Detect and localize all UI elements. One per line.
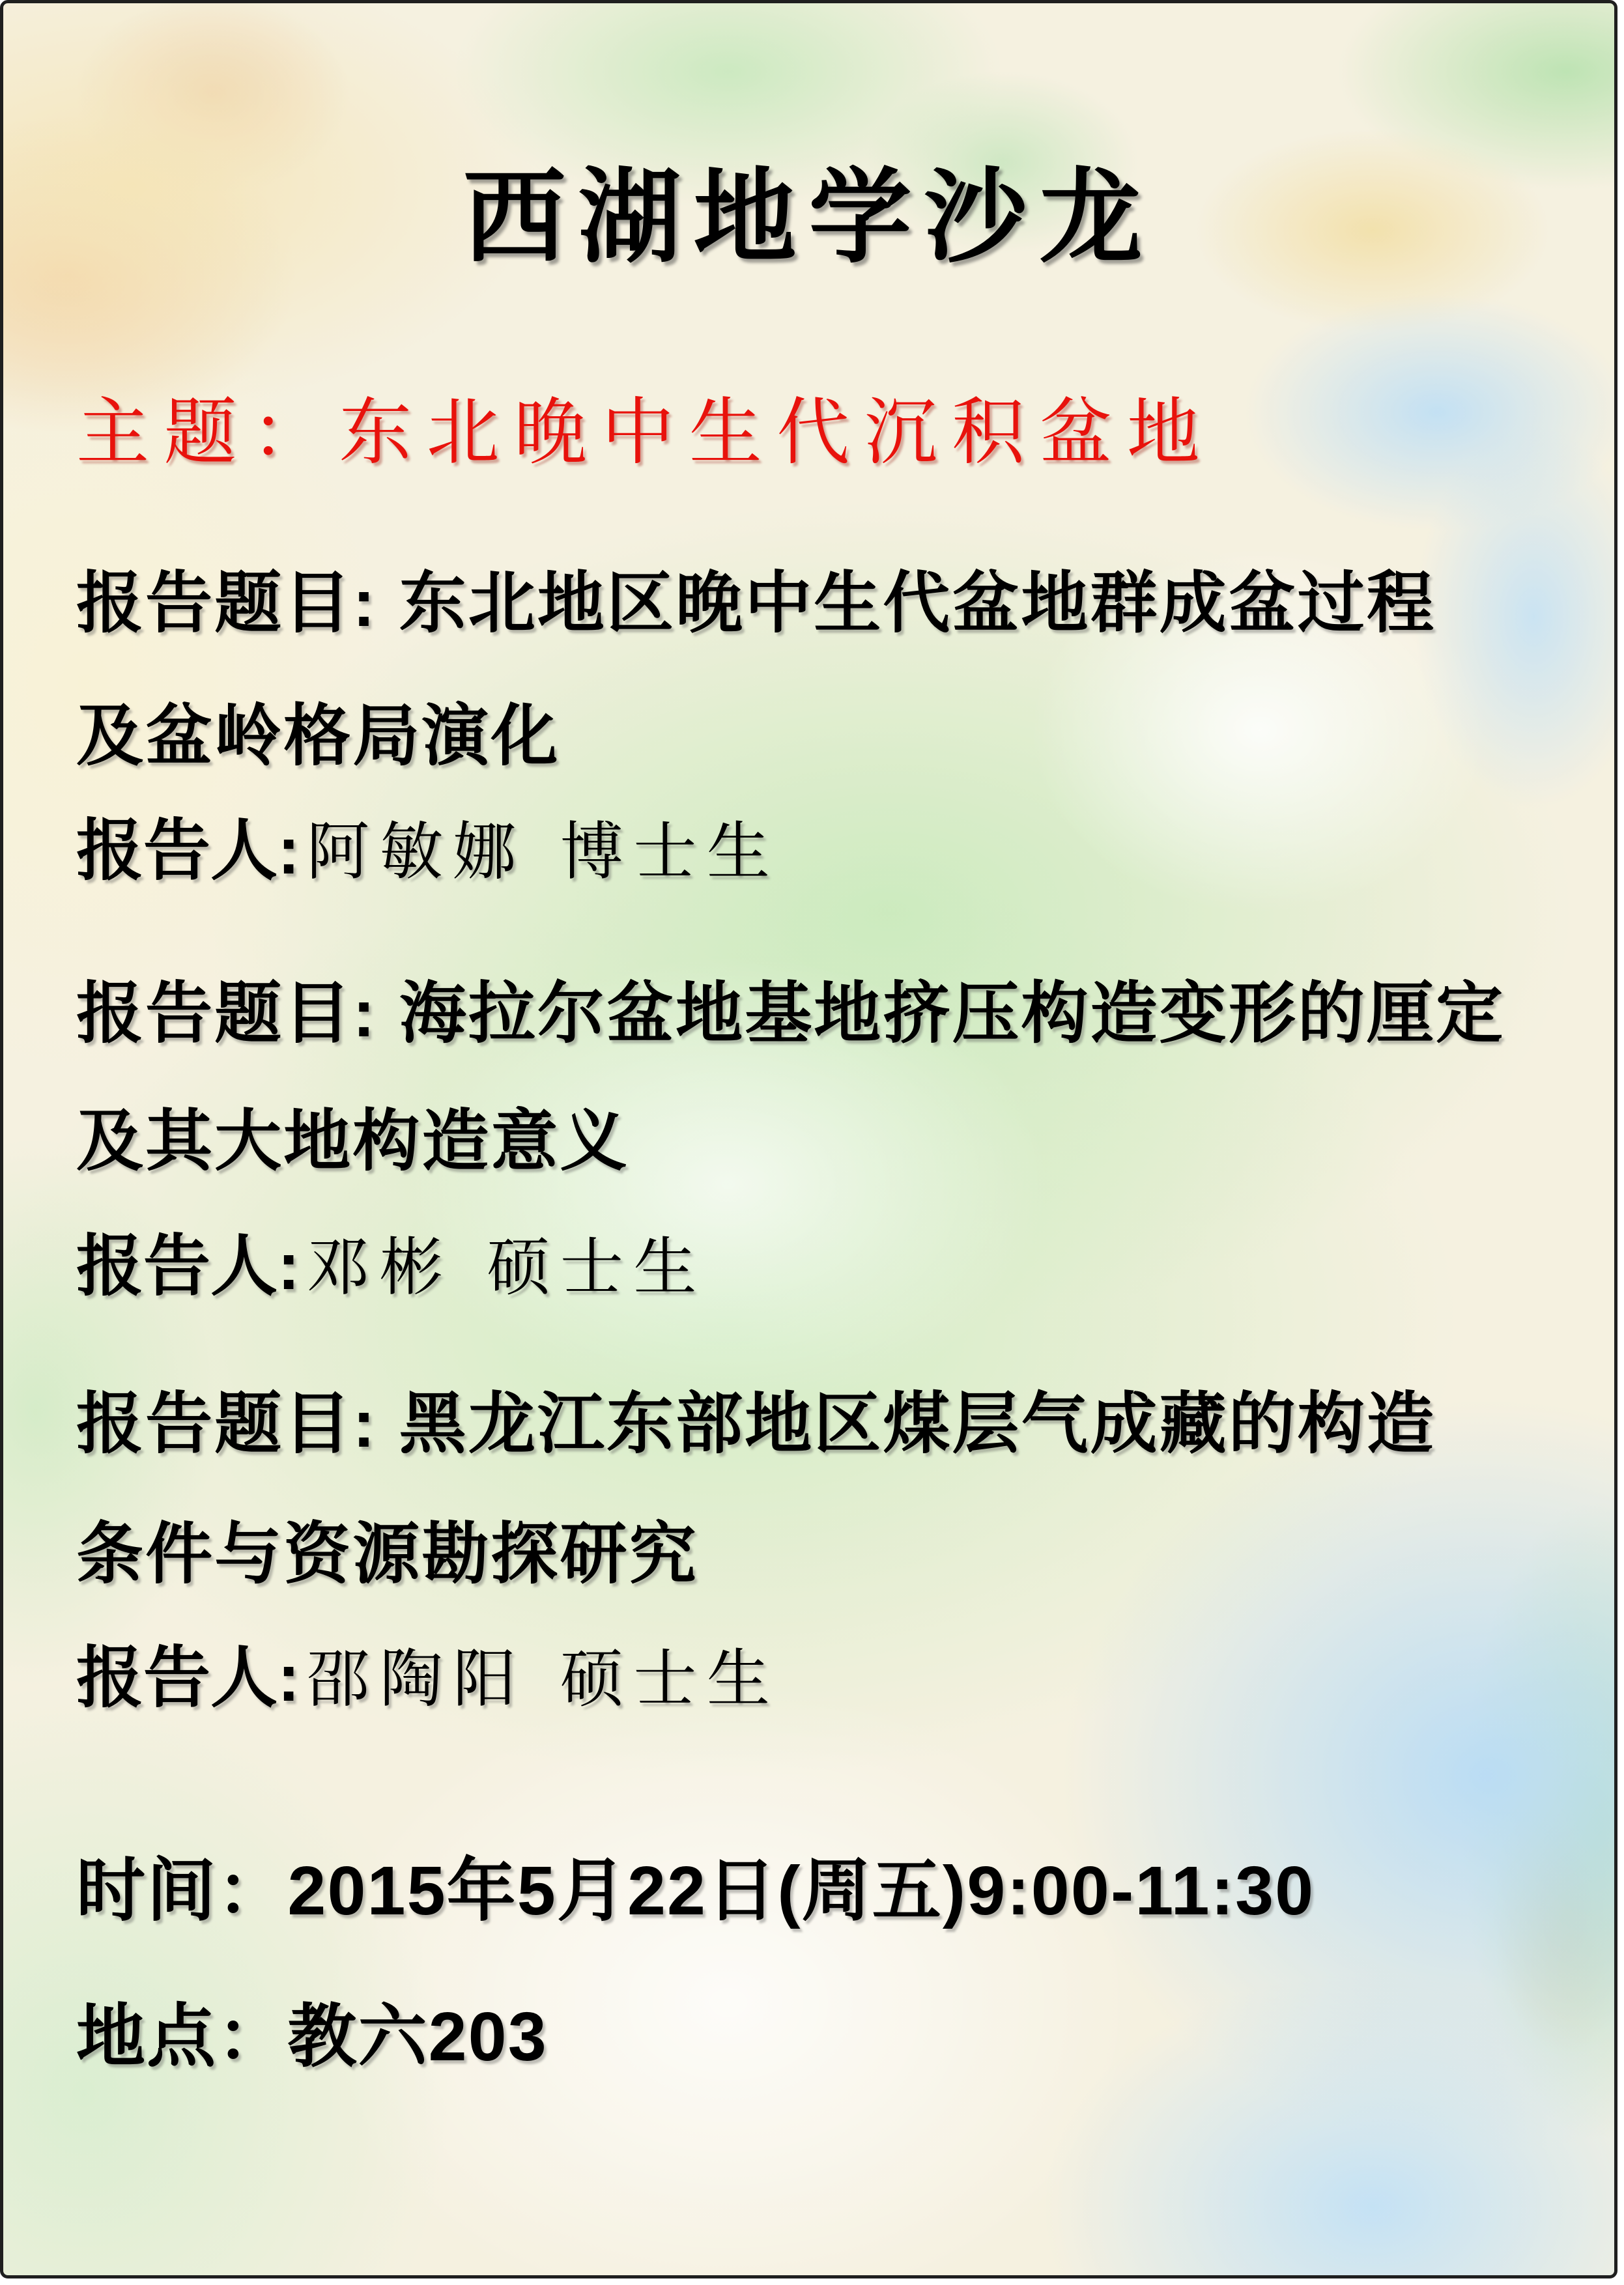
talk-3-topic-text: 黑龙江东部地区煤层气成藏的构造 [399, 1386, 1436, 1461]
poster-title: 西湖地学沙龙 [463, 162, 1155, 276]
talk-2-topic-text: 海拉尔盆地基地挤压构造变形的厘定 [399, 976, 1505, 1051]
talk-3-presenter-label: 报告人: [76, 1640, 300, 1715]
time-text: 2015年5月22日(周五)9:00-11:30 [287, 1852, 1315, 1929]
talk-3-topic-text-cont: 条件与资源勘探研究 [76, 1516, 698, 1591]
talk-2-topic-line-1 [76, 975, 1505, 1052]
talk-1-presenter-line [76, 812, 780, 889]
subject-label: 主题： [76, 393, 339, 474]
talk-3-presenter-line [76, 1639, 780, 1716]
subject-line [76, 391, 1214, 475]
talk-2-topic-label: 报告题目: [76, 976, 377, 1051]
talk-1-presenter-name: 阿敏娜 [306, 817, 526, 887]
talk-3-presenter-degree: 硕士生 [560, 1645, 780, 1714]
talk-1-presenter-degree: 博士生 [560, 817, 780, 887]
talk-2-presenter-degree: 硕士生 [487, 1233, 707, 1303]
venue-line [76, 1998, 548, 2077]
talk-3-topic-label: 报告题目: [76, 1386, 377, 1461]
talk-2-presenter-name: 邓彬 [306, 1233, 453, 1303]
talk-2-topic-line-2 [76, 1103, 629, 1180]
talk-1-topic-text-cont: 及盆岭格局演化 [76, 698, 560, 773]
venue-text: 教六203 [287, 1998, 548, 2075]
venue-label: 地点： [76, 1998, 288, 2075]
talk-3-topic-line-2 [76, 1516, 698, 1593]
talk-1-presenter-label: 报告人: [76, 813, 300, 888]
talk-1-topic-label: 报告题目: [76, 565, 377, 640]
time-label: 时间： [76, 1852, 288, 1929]
time-line [76, 1852, 1315, 1931]
subject-text: 东北晚中生代沉积盆地 [339, 393, 1215, 474]
talk-2-topic-text-cont: 及其大地构造意义 [76, 1103, 629, 1178]
talk-1-topic-line-2 [76, 698, 560, 774]
talk-1-topic-text: 东北地区晚中生代盆地群成盆过程 [399, 565, 1436, 640]
talk-1-topic-line-1 [76, 565, 1436, 642]
talk-3-presenter-name: 邵陶阳 [306, 1645, 526, 1714]
talk-3-topic-line-1 [76, 1385, 1436, 1462]
talk-2-presenter-label: 报告人: [76, 1228, 300, 1303]
talk-2-presenter-line [76, 1228, 707, 1305]
